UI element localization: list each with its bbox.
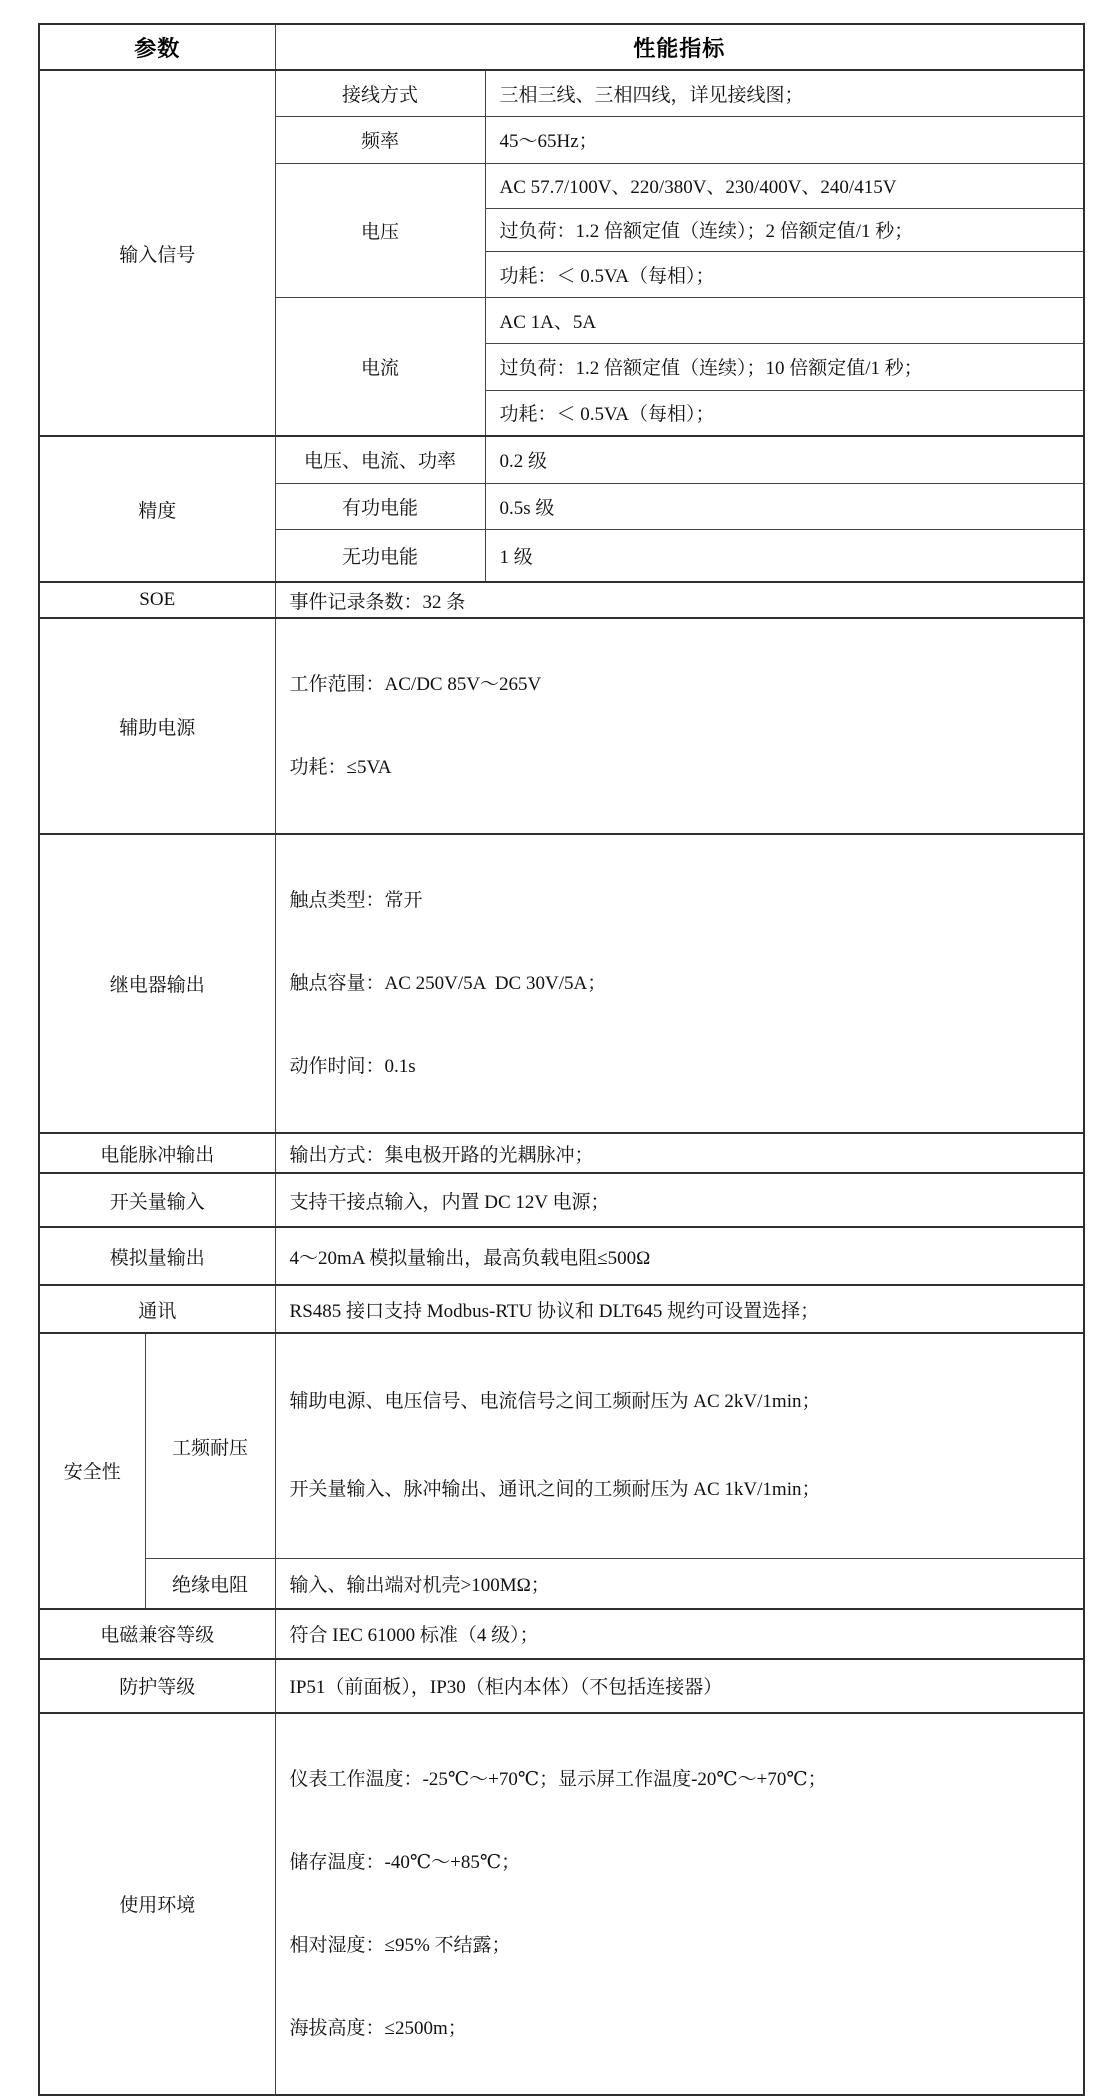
relay-output-label: 继电器输出 (39, 834, 275, 1133)
accuracy-label: 精度 (39, 436, 275, 582)
row-safety-withstand (39, 1333, 1084, 1559)
voltage-value-1: AC 57.7/100V、220/380V、230/400V、240/415V (485, 163, 1084, 208)
header-row (39, 24, 1084, 70)
row-environment (39, 1713, 1084, 2095)
soe-label: SOE (39, 582, 275, 618)
relay-line-2: 触点容量：AC 250V/5A DC 30V/5A； (289, 973, 607, 994)
environment-line-2: 储存温度：-40℃～+85℃； (289, 1851, 521, 1873)
row-soe (39, 582, 1084, 618)
aux-power-value (275, 618, 1084, 834)
current-value-2: 过负荷：1.2 倍额定值（连续）；10 倍额定值/1 秒； (485, 343, 1084, 390)
row-protection (39, 1659, 1084, 1713)
header-param: 参数 (39, 24, 275, 70)
emc-label: 电磁兼容等级 (39, 1609, 275, 1659)
accuracy-row1-label: 电压、电流、功率 (275, 436, 485, 483)
relay-output-value (275, 834, 1084, 1133)
row-communication (39, 1285, 1084, 1333)
insulation-value: 输入、输出端对机壳>100MΩ； (275, 1559, 1084, 1609)
emc-value: 符合 IEC 61000 标准（4 级）； (275, 1609, 1084, 1659)
aux-power-label: 辅助电源 (39, 618, 275, 834)
row-input-wiring (39, 70, 1084, 116)
header-spec: 性能指标 (275, 24, 1084, 70)
environment-line-1: 仪表工作温度：-25℃～+70℃；显示屏工作温度-20℃～+70℃； (289, 1768, 827, 1790)
communication-value: RS485 接口支持 Modbus-RTU 协议和 DLT645 规约可设置选择； (275, 1285, 1084, 1333)
withstand-line-2: 开关量输入、脉冲输出、通讯之间的工频耐压为 AC 1kV/1min； (289, 1479, 821, 1500)
analog-output-value: 4～20mA 模拟量输出，最高负载电阻≤500Ω (275, 1227, 1084, 1285)
frequency-label: 频率 (275, 116, 485, 163)
pulse-output-label: 电能脉冲输出 (39, 1133, 275, 1173)
accuracy-row3-value: 1 级 (485, 529, 1084, 582)
protection-label: 防护等级 (39, 1659, 275, 1713)
soe-value: 事件记录条数：32 条 (275, 582, 1084, 618)
voltage-value-3: 功耗：＜ 0.5VA（每相）； (485, 251, 1084, 297)
wiring-value: 三相三线、三相四线，详见接线图； (485, 70, 1084, 116)
withstand-value (275, 1333, 1084, 1559)
input-signal-label: 输入信号 (39, 70, 275, 436)
spec-table (38, 23, 1085, 2096)
current-value-3: 功耗：＜ 0.5VA（每相）； (485, 390, 1084, 436)
withstand-line-1: 辅助电源、电压信号、电流信号之间工频耐压为 AC 2kV/1min； (289, 1391, 821, 1412)
accuracy-row3-label: 无功电能 (275, 529, 485, 582)
frequency-value: 45～65Hz； (485, 116, 1084, 163)
aux-power-line-2: 功耗：≤5VA (289, 757, 392, 778)
accuracy-row1-value: 0.2 级 (485, 436, 1084, 483)
row-aux-power (39, 618, 1084, 834)
communication-label: 通讯 (39, 1285, 275, 1333)
relay-line-3: 动作时间：0.1s (289, 1056, 416, 1077)
environment-value (275, 1713, 1084, 2095)
protection-value: IP51（前面板），IP30（柜内本体）（不包括连接器） (275, 1659, 1084, 1713)
row-digital-input (39, 1173, 1084, 1227)
safety-label: 安全性 (39, 1333, 145, 1609)
row-accuracy-1 (39, 436, 1084, 483)
accuracy-row2-value: 0.5s 级 (485, 483, 1084, 529)
withstand-label: 工频耐压 (145, 1333, 275, 1559)
current-label: 电流 (275, 297, 485, 436)
pulse-output-value: 输出方式：集电极开路的光耦脉冲； (275, 1133, 1084, 1173)
environment-label: 使用环境 (39, 1713, 275, 2095)
row-safety-insulation (39, 1559, 1084, 1609)
wiring-label: 接线方式 (275, 70, 485, 116)
insulation-label: 绝缘电阻 (145, 1559, 275, 1609)
row-pulse-output (39, 1133, 1084, 1173)
row-analog-output (39, 1227, 1084, 1285)
environment-line-4: 海拔高度：≤2500m； (289, 2017, 467, 2039)
accuracy-row2-label: 有功电能 (275, 483, 485, 529)
current-value-1: AC 1A、5A (485, 297, 1084, 343)
digital-input-label: 开关量输入 (39, 1173, 275, 1227)
aux-power-line-1: 工作范围：AC/DC 85V～265V (289, 674, 542, 695)
analog-output-label: 模拟量输出 (39, 1227, 275, 1285)
environment-line-3: 相对湿度：≤95% 不结露； (289, 1934, 511, 1956)
relay-line-1: 触点类型：常开 (289, 890, 423, 911)
voltage-label: 电压 (275, 163, 485, 297)
digital-input-value: 支持干接点输入，内置 DC 12V 电源； (275, 1173, 1084, 1227)
row-relay-output (39, 834, 1084, 1133)
voltage-value-2: 过负荷：1.2 倍额定值（连续）；2 倍额定值/1 秒； (485, 208, 1084, 251)
row-emc (39, 1609, 1084, 1659)
